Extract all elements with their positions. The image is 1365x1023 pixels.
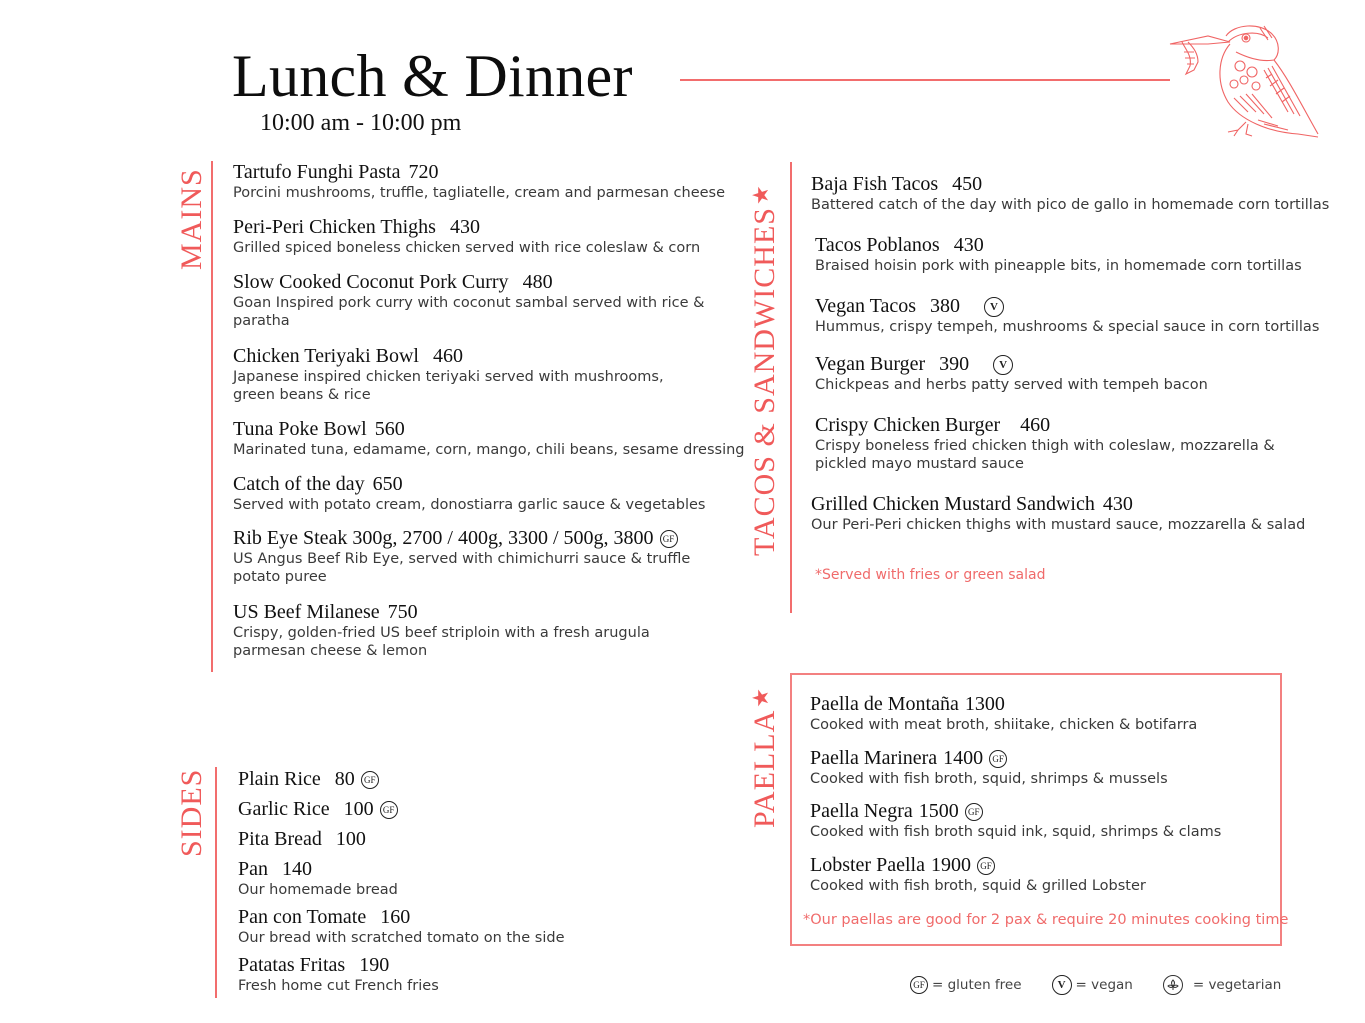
item-name: Vegan Tacos [815, 295, 916, 317]
leaf-icon [1163, 975, 1183, 995]
item-description: Cooked with fish broth squid ink, squid, shrimps & clams [810, 824, 1222, 840]
menu-item [238, 827, 366, 851]
section-heading-sides [175, 769, 209, 857]
item-name: Vegan Burger [815, 353, 926, 375]
gluten-free-icon: GF [380, 801, 398, 819]
item-description: Fresh home cut French fries [238, 978, 439, 994]
menu-item [811, 172, 1329, 214]
gluten-free-icon: GF [910, 976, 928, 994]
menu-item [810, 799, 1221, 841]
legend-veg-label: = vegetarian [1192, 977, 1282, 993]
tacos-divider [790, 162, 792, 613]
item-price: 480 [522, 271, 553, 293]
item-price: 430 [953, 234, 984, 256]
menu-item [811, 492, 1305, 534]
item-name: Tacos Poblanos [815, 234, 940, 256]
item-description: Crispy, golden-fried US beef striploin with a fresh arugula parmesan cheese & lemon [233, 625, 650, 659]
menu-item [810, 853, 1146, 895]
item-description: Braised hoisin pork with pineapple bits, in homemade corn tortillas [815, 258, 1302, 274]
vegan-icon: V [1052, 975, 1072, 995]
legend-vegan [1046, 975, 1133, 995]
menu-item [238, 953, 439, 995]
legend-gf-label: = gluten free [932, 977, 1022, 993]
menu-item [810, 692, 1197, 734]
vegan-icon: V [984, 297, 1004, 317]
item-price: 430 [449, 216, 480, 238]
menu-item [238, 767, 379, 791]
dietary-legend [910, 975, 1305, 995]
gluten-free-icon: GF [361, 771, 379, 789]
item-price: 390 [939, 353, 970, 375]
item-price: 1300 [964, 693, 1005, 715]
star-icon: ★ [748, 687, 773, 708]
item-price: 560 [374, 418, 405, 440]
item-price: 190 [359, 954, 390, 976]
item-name: Pan con Tomate [238, 906, 367, 928]
item-name: Grilled Chicken Mustard Sandwich [811, 493, 1095, 515]
section-heading-sides-label: SIDES [175, 768, 208, 857]
item-description: Japanese inspired chicken teriyaki served with mushrooms, green beans & rice [233, 369, 664, 403]
item-name: Peri-Peri Chicken Thighs [233, 216, 436, 238]
menu-item [238, 857, 398, 899]
item-description: Marinated tuna, edamame, corn, mango, chili beans, sesame dressing [233, 442, 745, 458]
item-description: Hummus, crispy tempeh, mushrooms & special sauce in corn tortillas [815, 319, 1320, 335]
item-name: Paella Marinera [810, 747, 938, 769]
page-title: Lunch & Dinner [232, 43, 633, 109]
item-description: Porcini mushrooms, truffle, tagliatelle, cream and parmesan cheese [233, 185, 726, 201]
tacos-footnote: *Served with fries or green salad [815, 567, 1046, 583]
item-name: Crispy Chicken Burger [815, 414, 1001, 436]
mains-divider [211, 161, 213, 672]
item-name: US Beef Milanese [233, 601, 380, 623]
item-description: Goan Inspired pork curry with coconut sambal served with rice & paratha [233, 295, 705, 329]
section-heading-mains [175, 168, 209, 270]
item-name: Tuna Poke Bowl [233, 418, 367, 440]
item-name: Baja Fish Tacos [811, 173, 939, 195]
item-description: Crispy boneless fried chicken thigh with coleslaw, mozzarella & pickled mayo mustard sauce [815, 438, 1275, 472]
menu-item [238, 797, 398, 821]
item-name: Patatas Fritas [238, 954, 346, 976]
item-price: 1400 [943, 747, 984, 769]
item-price: 720 [408, 161, 439, 183]
item-price: 100 [343, 798, 374, 820]
menu-item [815, 413, 1275, 473]
menu-item [810, 746, 1168, 788]
item-price: 160 [380, 906, 411, 928]
item-name: Rib Eye Steak 300g, 2700 / 400g, 3300 / 500g, 3800 [233, 527, 654, 549]
item-description: Our bread with scratched tomato on the side [238, 930, 565, 946]
item-description: Cooked with fish broth, squid & grilled Lobster [810, 878, 1146, 894]
section-heading-tacos [748, 184, 782, 556]
section-heading-paella-label: PAELLA [748, 709, 781, 828]
item-price: 380 [929, 295, 960, 317]
gluten-free-icon: GF [989, 750, 1007, 768]
menu-item [815, 352, 1208, 394]
section-heading-mains-label: MAINS [175, 168, 208, 270]
menu-item [815, 233, 1302, 275]
gluten-free-icon: GF [977, 857, 995, 875]
item-name: Pan [238, 858, 268, 880]
item-price: 460 [432, 345, 463, 367]
item-name: Chicken Teriyaki Bowl [233, 345, 419, 367]
item-description: US Angus Beef Rib Eye, served with chimichurri sauce & truffle potato puree [233, 551, 691, 585]
item-price: 460 [1020, 414, 1051, 436]
item-description: Cooked with fish broth, squid, shrimps & mussels [810, 771, 1168, 787]
item-name: Paella Negra [810, 800, 913, 822]
vegan-icon: V [993, 355, 1013, 375]
section-heading-tacos-label: TACOS & SANDWICHES [748, 207, 781, 556]
menu-item [233, 344, 673, 404]
item-price: 1900 [930, 854, 971, 876]
menu-item [815, 294, 1319, 336]
item-description: Grilled spiced boneless chicken served with rice coleslaw & corn [233, 240, 701, 256]
item-description: Served with potato cream, donostiarra garlic sauce & vegetables [233, 497, 706, 513]
item-price: 430 [1102, 493, 1133, 515]
menu-item [233, 215, 700, 257]
menu-item [233, 526, 703, 586]
legend-gluten-free [910, 976, 1022, 994]
item-description: Battered catch of the day with pico de gallo in homemade corn tortillas [811, 197, 1330, 213]
menu-item [233, 600, 673, 660]
item-name: Plain Rice [238, 768, 321, 790]
legend-vegetarian [1157, 975, 1281, 995]
menu-item [233, 472, 705, 514]
paella-footnote: *Our paellas are good for 2 pax & require 20 minutes cooking time [803, 912, 1289, 928]
item-price: 100 [335, 828, 366, 850]
menu-item [233, 417, 745, 459]
item-price: 450 [952, 173, 983, 195]
sides-divider [215, 767, 217, 998]
legend-v-label: = vegan [1075, 977, 1133, 993]
menu-item [233, 270, 713, 330]
kingfisher-logo-icon [1168, 22, 1328, 140]
menu-item [233, 160, 725, 202]
gluten-free-icon: GF [660, 530, 678, 548]
item-price: 140 [282, 858, 312, 880]
item-price: 750 [387, 601, 418, 623]
item-name: Lobster Paella [810, 854, 925, 876]
menu-item [238, 905, 564, 947]
item-name: Garlic Rice [238, 798, 330, 820]
item-description: Chickpeas and herbs patty served with tempeh bacon [815, 377, 1208, 393]
item-name: Slow Cooked Coconut Pork Curry [233, 271, 509, 293]
gluten-free-icon: GF [965, 803, 983, 821]
item-name: Catch of the day [233, 473, 365, 495]
opening-hours: 10:00 am - 10:00 pm [260, 110, 462, 136]
item-price: 80 [334, 768, 355, 790]
item-price: 650 [372, 473, 403, 495]
item-description: Our Peri-Peri chicken thighs with mustard sauce, mozzarella & salad [811, 517, 1306, 533]
item-description: Our homemade bread [238, 882, 398, 898]
star-icon: ★ [748, 184, 773, 206]
title-divider [680, 79, 1170, 81]
item-price: 1500 [918, 800, 959, 822]
item-description: Cooked with meat broth, shiitake, chicken & botifarra [810, 717, 1198, 733]
section-heading-paella [748, 687, 782, 828]
item-name: Paella de Montaña [810, 693, 959, 715]
item-name: Tartufo Funghi Pasta [233, 161, 401, 183]
item-name: Pita Bread [238, 828, 322, 850]
